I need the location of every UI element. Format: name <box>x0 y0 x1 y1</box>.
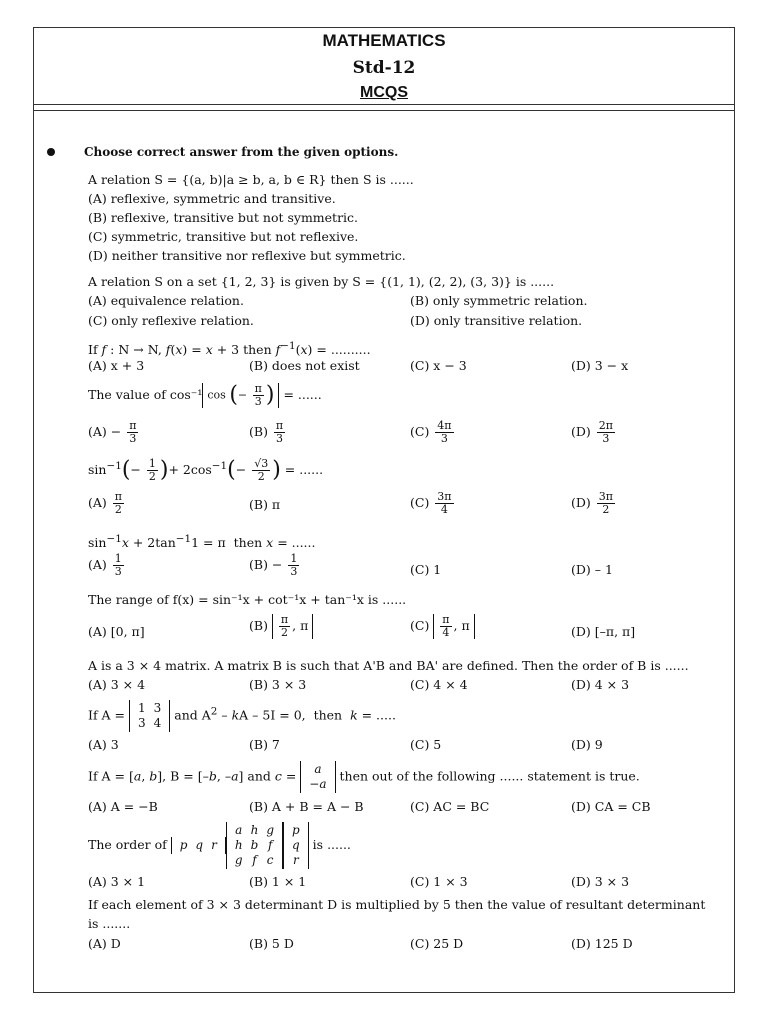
q5-option-b: (B) π <box>249 497 281 512</box>
q4-prefix: The value of cos⁻¹ <box>88 387 203 402</box>
q8-option-d: (D) 4 × 3 <box>571 677 630 692</box>
q2-text: A relation S on a set {1, 2, 3} is given by S = {(1, 1), (2, 2), (3, 3)} is ...... <box>88 274 555 289</box>
q10-text: If A = [a, b], B = [–b, –a] and c = a −a then out of the following ...... statement is true. <box>88 762 640 791</box>
q9-text: If A = 1 3 3 4 and $A^2$ – kA – 5I = 0, then k = ..... <box>88 701 396 730</box>
q3-option-a: (A) x + 3 <box>88 358 145 373</box>
q6-option-b: (B) − $\frac{1}{3}$ <box>249 552 298 578</box>
q12-option-c: (C) 25 D <box>410 936 464 951</box>
q3-option-d: (D) 3 − x <box>571 358 629 373</box>
q4-option-d: (D) $\frac{2\pi}{3}$ <box>571 419 613 445</box>
q11-option-a: (A) 3 × 1 <box>88 874 146 889</box>
q9-option-b: (B) 7 <box>249 737 280 752</box>
bullet-icon <box>47 148 55 156</box>
q6-text: $\sin^{-1}x + 2\tan^{-1}1 = \pi$ then x = ...... <box>88 533 316 551</box>
q12-option-b: (B) 5 D <box>249 936 294 951</box>
header-divider-top <box>33 104 735 105</box>
q1-option-a: (A) reflexive, symmetric and transitive. <box>88 191 336 206</box>
q9-option-d: (D) 9 <box>571 737 603 752</box>
q12-option-a: (A) D <box>88 936 121 951</box>
subject-title: MATHEMATICS <box>322 31 446 50</box>
q7-option-d: (D) [–π, π] <box>571 624 636 639</box>
q7-option-b: (B) $\frac{\pi}{2}$ , π <box>249 614 313 639</box>
q1-option-c: (C) symmetric, transitive but not reflexive. <box>88 229 359 244</box>
q8-option-c: (C) 4 × 4 <box>410 677 468 692</box>
instruction: Choose correct answer from the given options. <box>84 145 399 159</box>
q6-option-d: (D) – 1 <box>571 562 613 577</box>
q2-option-d: (D) only transitive relation. <box>410 313 583 328</box>
q7-text: The range of f(x) = sin⁻¹x + cot⁻¹x + tan⁻¹x is ...... <box>88 592 407 607</box>
q7-option-a: (A) [0, π] <box>88 624 145 639</box>
q10-option-a: (A) A = −B <box>88 799 158 814</box>
q11-option-c: (C) 1 × 3 <box>410 874 468 889</box>
q9-option-c: (C) 5 <box>410 737 442 752</box>
q5-suffix: = ...... <box>284 462 324 478</box>
q5-text: $\sin^{-1}(-$ $\frac{1}{2}$ )+ $2\cos^{-1}(-$ $\frac{√3}{2}$ ) = ...... <box>88 457 324 484</box>
q8-option-b: (B) 3 × 3 <box>249 677 307 692</box>
q8-text: A is a 3 × 4 matrix. A matrix B is such that A'B and BA' are defined. Then the order of B is ...... <box>88 658 689 673</box>
q8-option-a: (A) 3 × 4 <box>88 677 146 692</box>
q10-option-d: (D) CA = CB <box>571 799 651 814</box>
q4-option-c: (C) $\frac{4\pi}{3}$ <box>410 419 452 445</box>
q4-option-a: (A) − $\frac{\pi}{3}$ <box>88 419 137 445</box>
q11-option-d: (D) 3 × 3 <box>571 874 630 889</box>
header-divider-bottom <box>33 110 735 111</box>
q3-text: If f : N → N, f(x) = x + 3 then $f^{-1}(x)$ = .......... <box>88 340 371 358</box>
q1-option-d: (D) neither transitive nor reflexive but symmetric. <box>88 248 406 263</box>
q6-option-c: (C) 1 <box>410 562 442 577</box>
q1-option-b: (B) reflexive, transitive but not symmetric. <box>88 210 359 225</box>
q4-option-b: (B) $\frac{\pi}{3}$ <box>249 419 284 445</box>
q6-option-a: (A) $\frac{1}{3}$ <box>88 552 122 578</box>
q12-text-line2: is ....... <box>88 916 131 931</box>
q1-text: A relation S = {(a, b)|a ≥ b, a, b ∈ R} then S is ...... <box>88 172 414 187</box>
q12-text-line1: If each element of 3 × 3 determinant D is multiplied by 5 then the value of resultant determinant <box>88 897 706 912</box>
q2-option-c: (C) only reflexive relation. <box>88 313 254 328</box>
paper-type: MCQS <box>360 84 408 101</box>
q11-text: The order of p q ra h g h b f g f cp q r is ...... <box>88 823 351 867</box>
q2-option-a: (A) equivalence relation. <box>88 293 244 308</box>
standard-title: Std-12 <box>352 58 416 78</box>
q10-option-b: (B) A + B = A − B <box>249 799 364 814</box>
q4-suffix: = ...... <box>283 387 322 402</box>
q9-option-a: (A) 3 <box>88 737 119 752</box>
q12-option-d: (D) 125 D <box>571 936 633 951</box>
q7-option-c: (C) $\frac{\pi}{4}$ , π <box>410 614 475 639</box>
q4-text: The value of cos⁻¹ cos (− $\frac{\pi}{3}$ ) = ...... <box>88 382 322 408</box>
q5-option-a: (A) $\frac{\pi}{2}$ <box>88 490 122 516</box>
q5-option-d: (D) $\frac{3\pi}{2}$ <box>571 490 613 516</box>
q5-option-c: (C) $\frac{3\pi}{4}$ <box>410 490 452 516</box>
q10-option-c: (C) AC = BC <box>410 799 490 814</box>
q3-option-c: (C) x − 3 <box>410 358 467 373</box>
q11-option-b: (B) 1 × 1 <box>249 874 307 889</box>
q3-option-b: (B) does not exist <box>249 358 360 373</box>
q2-option-b: (B) only symmetric relation. <box>410 293 588 308</box>
